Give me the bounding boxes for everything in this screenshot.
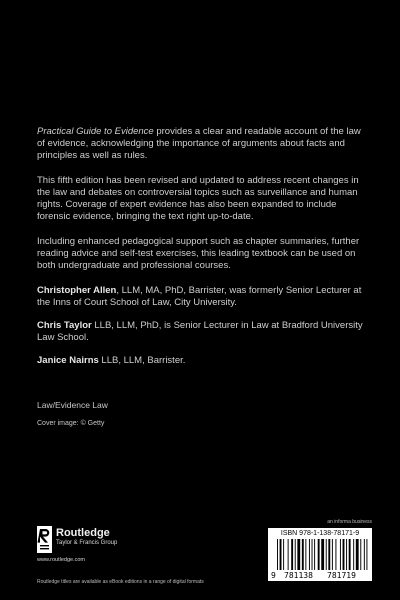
barcode-digits-left: 781138 [284, 571, 313, 580]
subject-category: Law/Evidence Law [37, 400, 108, 410]
cover-image-credit: Cover image: © Getty [37, 420, 105, 427]
author-name: Janice Nairns [37, 355, 99, 367]
publisher-name: Routledge [56, 527, 110, 539]
routledge-logo-icon [37, 526, 52, 553]
author-bio-nairns [37, 355, 365, 367]
description-paragraph-2: This fifth edition has been revised and updated to address recent changes in the law and debates on controversial topics such as surveillance and human rights. Coverage of expert evidence has also been expanded to include forensic evidence, bringing the text right up-to-date. [37, 174, 359, 223]
author-bio-taylor [37, 320, 365, 344]
barcode-digit-prefix: 9 [271, 571, 276, 580]
book-title: Practical Guide to Evidence [37, 126, 154, 137]
author-name: Chris Taylor [37, 320, 92, 331]
description-paragraph-1-text: provides a clear and readable account of the law of evidence, acknowledging the importance of arguments about facts and principles as well as rules. [37, 126, 361, 162]
publisher-logo [37, 526, 157, 562]
publisher-url: www.routledge.com [37, 557, 85, 563]
isbn-label: ISBN 978-1-138-78171-9 [280, 530, 360, 537]
barcode-digits-right: 781719 [327, 571, 356, 580]
informa-tag: an informa business [327, 519, 372, 525]
description-block [37, 126, 365, 379]
author-bio-text: LLB, LLM, Barrister. [98, 355, 186, 367]
author-name: Christopher Allen [37, 284, 117, 296]
description-paragraph-3: Including enhanced pedagogical support such as chapter summaries, further reading advice and self-test exercises, this leading textbook can be used on both undergraduate and professional courses. [37, 235, 360, 272]
description-paragraph-1 [37, 126, 365, 163]
author-bio-text: , LLM, MA, PhD, Barrister, was formerly Senior Lecturer at the Inns of Court School of Law, City University. [37, 284, 362, 308]
author-bio-text: LLB, LLM, PhD, is Senior Lecturer in Law at Bradford University Law School. [37, 320, 363, 344]
author-bio-allen [37, 285, 365, 309]
publisher-subtitle: Taylor & Francis Group [56, 540, 118, 546]
ebook-note: Routledge titles are available as eBook editions in a range of digital formats [37, 579, 204, 585]
barcode-block [268, 519, 372, 581]
barcode-icon [270, 538, 370, 580]
